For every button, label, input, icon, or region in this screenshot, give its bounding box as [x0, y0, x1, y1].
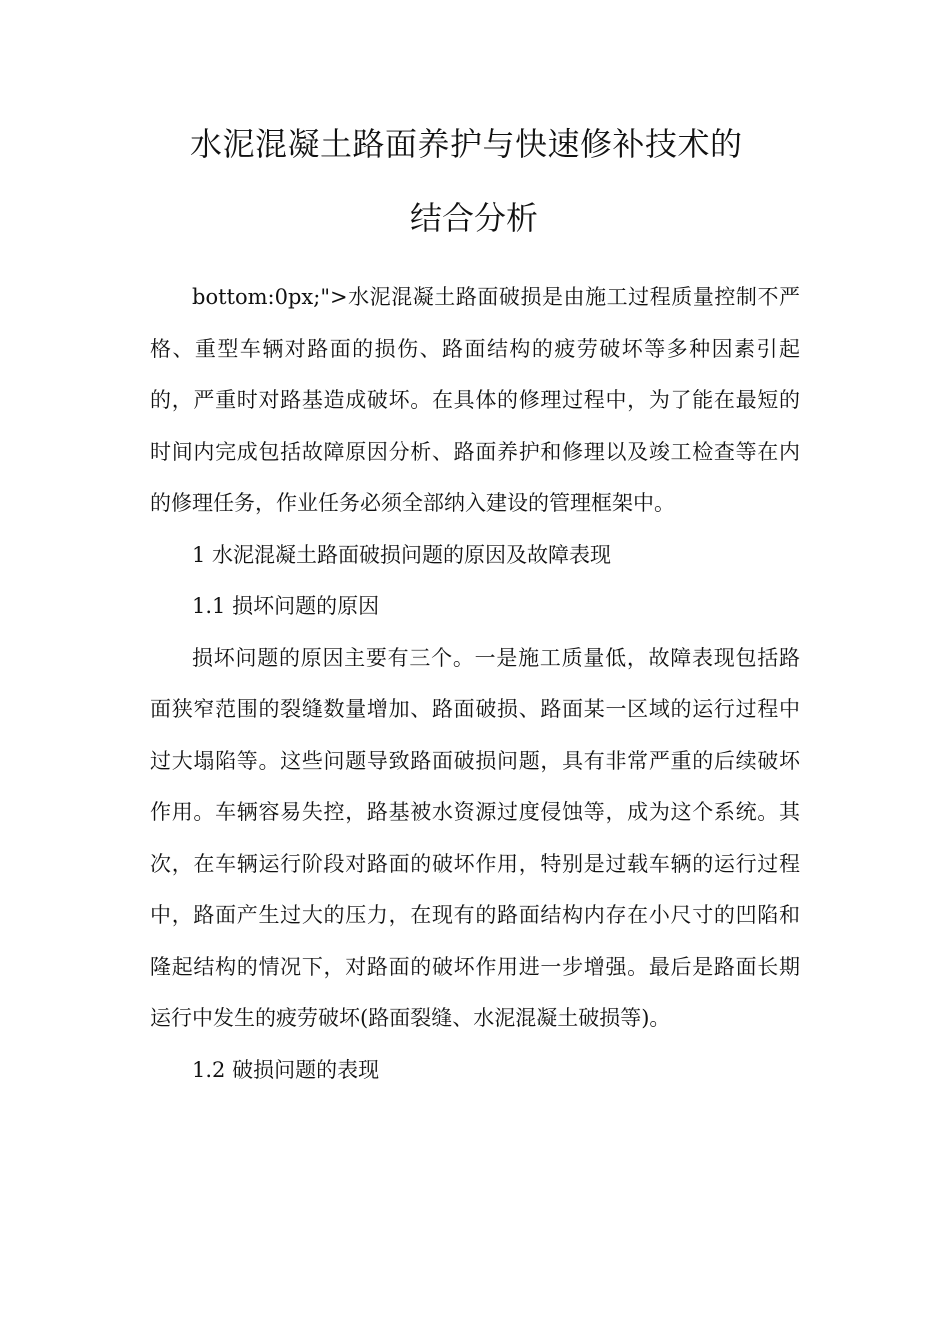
- section-1-2-heading: 1.2 破损问题的表现: [192, 1057, 380, 1082]
- document-body: [150, 272, 800, 1096]
- intro-paragraph: bottom:0px;">水泥混凝土路面破损是由施工过程质量控制不严格、重型车辆对路面的损伤、路面结构的疲劳破坏等多种因素引起的，严重时对路基造成破坏。在具体的修理过程中，为了能在最短的时间内完成包括故障原因分析、路面养护和修理以及竣工检查等在内的修理任务，作业任务必须全部纳入建设的管理框架中。: [150, 285, 800, 515]
- document-title-line-2: 结合分析: [409, 199, 538, 237]
- document-title-line-1: 水泥混凝土路面养护与快速修补技术的: [190, 125, 743, 163]
- section-1-heading: 1 水泥混凝土路面破损问题的原因及故障表现: [192, 542, 612, 567]
- section-1-1-paragraph: 损坏问题的原因主要有三个。一是施工质量低，故障表现包括路面狭窄范围的裂缝数量增加、路面破损、路面某一区域的运行过程中过大塌陷等。这些问题导致路面破损问题，具有非常严重的后续破坏作用。车辆容易失控，路基被水资源过度侵蚀等，成为这个系统。其次，在车辆运行阶段对路面的破坏作用，特别是过载车辆的运行过程中，路面产生过大的压力，在现有的路面结构内存在小尺寸的凹陷和隆起结构的情况下，对路面的破坏作用进一步增强。最后是路面长期运行中发生的疲劳破坏(路面裂缝、水泥混凝土破损等)。: [150, 645, 800, 1030]
- section-1-1-heading: 1.1 损坏问题的原因: [192, 594, 380, 618]
